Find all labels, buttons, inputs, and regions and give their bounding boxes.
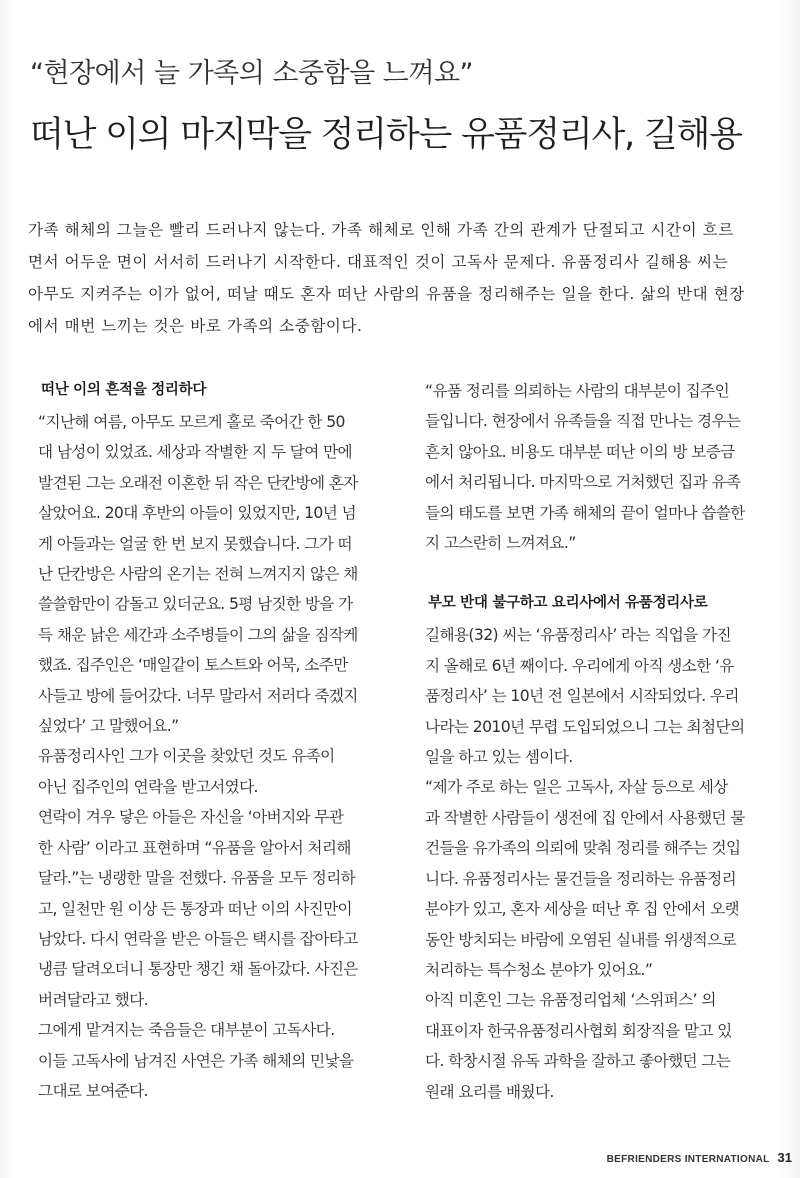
body-line: 지 고스란히 느껴져요.”	[425, 534, 576, 553]
body-line: 건들을 유가족의 의뢰에 맞춰 정리를 해주는 것입	[425, 839, 741, 858]
body-line: 에서 처리됩니다. 마지막으로 거처했던 집과 유족	[425, 473, 741, 492]
body-line: 니다. 유품정리사는 물건들을 정리하는 유품정리	[425, 869, 737, 888]
body-line: 원래 요리를 배웠다.	[425, 1082, 554, 1101]
body-line: 길해용(32) 씨는 ‘유품정리사’ 라는 직업을 가진	[425, 626, 731, 645]
body-line: 처리하는 특수청소 분야가 있어요.”	[425, 960, 653, 979]
body-line: 다. 학창시절 유독 과학을 잘하고 좋아했던 그는	[425, 1052, 731, 1071]
body-line: 버려달라고 했다.	[38, 990, 148, 1009]
body-line: “지난해 여름, 아무도 모르게 홀로 죽어간 한 50	[38, 413, 345, 431]
body-line: 나라는 2010년 무렵 도입되었으니 그는 최첨단의	[425, 717, 745, 736]
body-line: 고, 일천만 원 이상 든 통장과 떠난 이의 사진만이	[38, 899, 353, 918]
body-line: 대표이자 한국유품정리사협회 회장직을 맡고 있	[425, 1021, 732, 1040]
body-line: 일을 하고 있는 셈이다.	[425, 748, 573, 767]
body-line: 했죠. 집주인은 ‘매일같이 토스트와 어묵, 소주만	[38, 656, 348, 675]
body-line: 사들고 방에 들어갔다. 너무 말라서 저러다 죽겠지	[38, 686, 358, 705]
body-line: 들입니다. 현장에서 유족들을 직접 만나는 경우는	[425, 412, 741, 431]
body-line: 대 남성이 있었죠. 세상과 작별한 지 두 달여 만에	[38, 443, 353, 462]
lead-line: 에서 매번 느끼는 것은 바로 가족의 소중함이다.	[28, 317, 363, 335]
lead-line: 면서 어두운 면이 서서히 드러나기 시작한다. 대표적인 것이 고독사 문제다. 유품정리사 길해용 씨는	[28, 253, 729, 271]
body-line: 동안 방치되는 바람에 오염된 실내를 위생적으로	[425, 930, 737, 949]
body-line: 득 채운 낡은 세간과 소주병들이 그의 삶을 짐작케	[38, 625, 358, 644]
left-column	[38, 376, 390, 1106]
body-line: “유품 정리를 의뢰하는 사람의 대부분이 집주인	[425, 382, 730, 400]
section-heading: 떠난 이의 흔적을 정리하다	[41, 382, 207, 398]
lead-line: 아무도 지켜주는 이가 없어, 떠날 때도 혼자 떠난 사람의 유품을 정리해주는 일을 한다. 삶의 반대 현장	[28, 285, 745, 303]
body-line: 싶었다’ 고 말했어요.”	[38, 717, 179, 736]
body-line: 유품정리사인 그가 이곳을 찾았던 것도 유족이	[38, 747, 335, 766]
body-line: 남았다. 다시 연락을 받은 아들은 택시를 잡아타고	[38, 929, 358, 948]
body-line: 연락이 겨우 닿은 아들은 자신을 ‘아버지와 무관	[38, 808, 344, 827]
article-title: 떠난 이의 마지막을 정리하는 유품정리사, 길해용	[30, 115, 742, 155]
page-number: 31	[777, 1150, 792, 1165]
body-line: 한 사람’ 이라고 표현하며 “유품을 알아서 처리해	[38, 838, 351, 857]
footer-brand: BEFRIENDERS INTERNATIONAL	[606, 1154, 770, 1165]
body-line: 난 단칸방은 사람의 온기는 전혀 느껴지지 않은 채	[38, 565, 358, 584]
page-footer	[607, 1150, 792, 1165]
body-line: 분야가 있고, 혼자 세상을 떠난 후 집 안에서 오랫	[425, 900, 740, 919]
body-line: 살았어요. 20대 후반의 아들이 있었지만, 10년 넘	[38, 504, 357, 523]
body-line: 게 아들과는 얼굴 한 번 보지 못했습니다. 그가 떠	[38, 534, 353, 553]
body-line: 이들 고독사에 남겨진 사연은 가족 해체의 민낯을	[38, 1051, 354, 1070]
section-heading: 부모 반대 불구하고 요리사에서 유품정리사로	[428, 595, 708, 612]
article-subtitle: “현장에서 늘 가족의 소중함을 느껴요”	[30, 58, 474, 89]
body-line: 아직 미혼인 그는 유품정리업체 ‘스위퍼스’ 의	[425, 991, 716, 1010]
body-line: 그에게 맡겨지는 죽음들은 대부분이 고독사다.	[38, 1021, 335, 1040]
body-line: 그대로 보여준다.	[38, 1081, 148, 1100]
body-line: 발견된 그는 오래전 이혼한 뒤 작은 단칸방에 혼자	[38, 473, 358, 492]
body-line: “제가 주로 하는 일은 고독사, 자살 등으로 세상	[425, 778, 728, 797]
body-line: 쓸쓸함만이 감돌고 있더군요. 5평 남짓한 방을 가	[38, 595, 353, 614]
right-column	[425, 376, 777, 1107]
article-lead	[28, 214, 770, 342]
body-line: 과 작별한 사람들이 생전에 집 안에서 사용했던 물	[425, 808, 745, 827]
body-line: 흔치 않아요. 비용도 대부분 떠난 이의 방 보증금	[425, 442, 735, 461]
body-line: 지 올해로 6년 째이다. 우리에게 아직 생소한 ‘유	[425, 656, 734, 675]
lead-line: 가족 해체의 그늘은 빨리 드러나지 않는다. 가족 해체로 인해 가족 간의 관계가 단절되고 시간이 흐르	[28, 221, 734, 239]
body-line: 아닌 집주인의 연락을 받고서였다.	[38, 777, 258, 796]
body-line: 들의 태도를 보면 가족 해체의 끝이 얼마나 씁쓸한	[425, 503, 745, 522]
body-line: 냉큼 달려오더니 통장만 챙긴 채 돌아갔다. 사진은	[38, 960, 358, 979]
body-line: 품정리사’ 는 10년 전 일본에서 시작되었다. 우리	[425, 687, 739, 706]
body-line: 달라.”는 냉랭한 말을 전했다. 유품을 모두 정리하	[38, 869, 356, 888]
